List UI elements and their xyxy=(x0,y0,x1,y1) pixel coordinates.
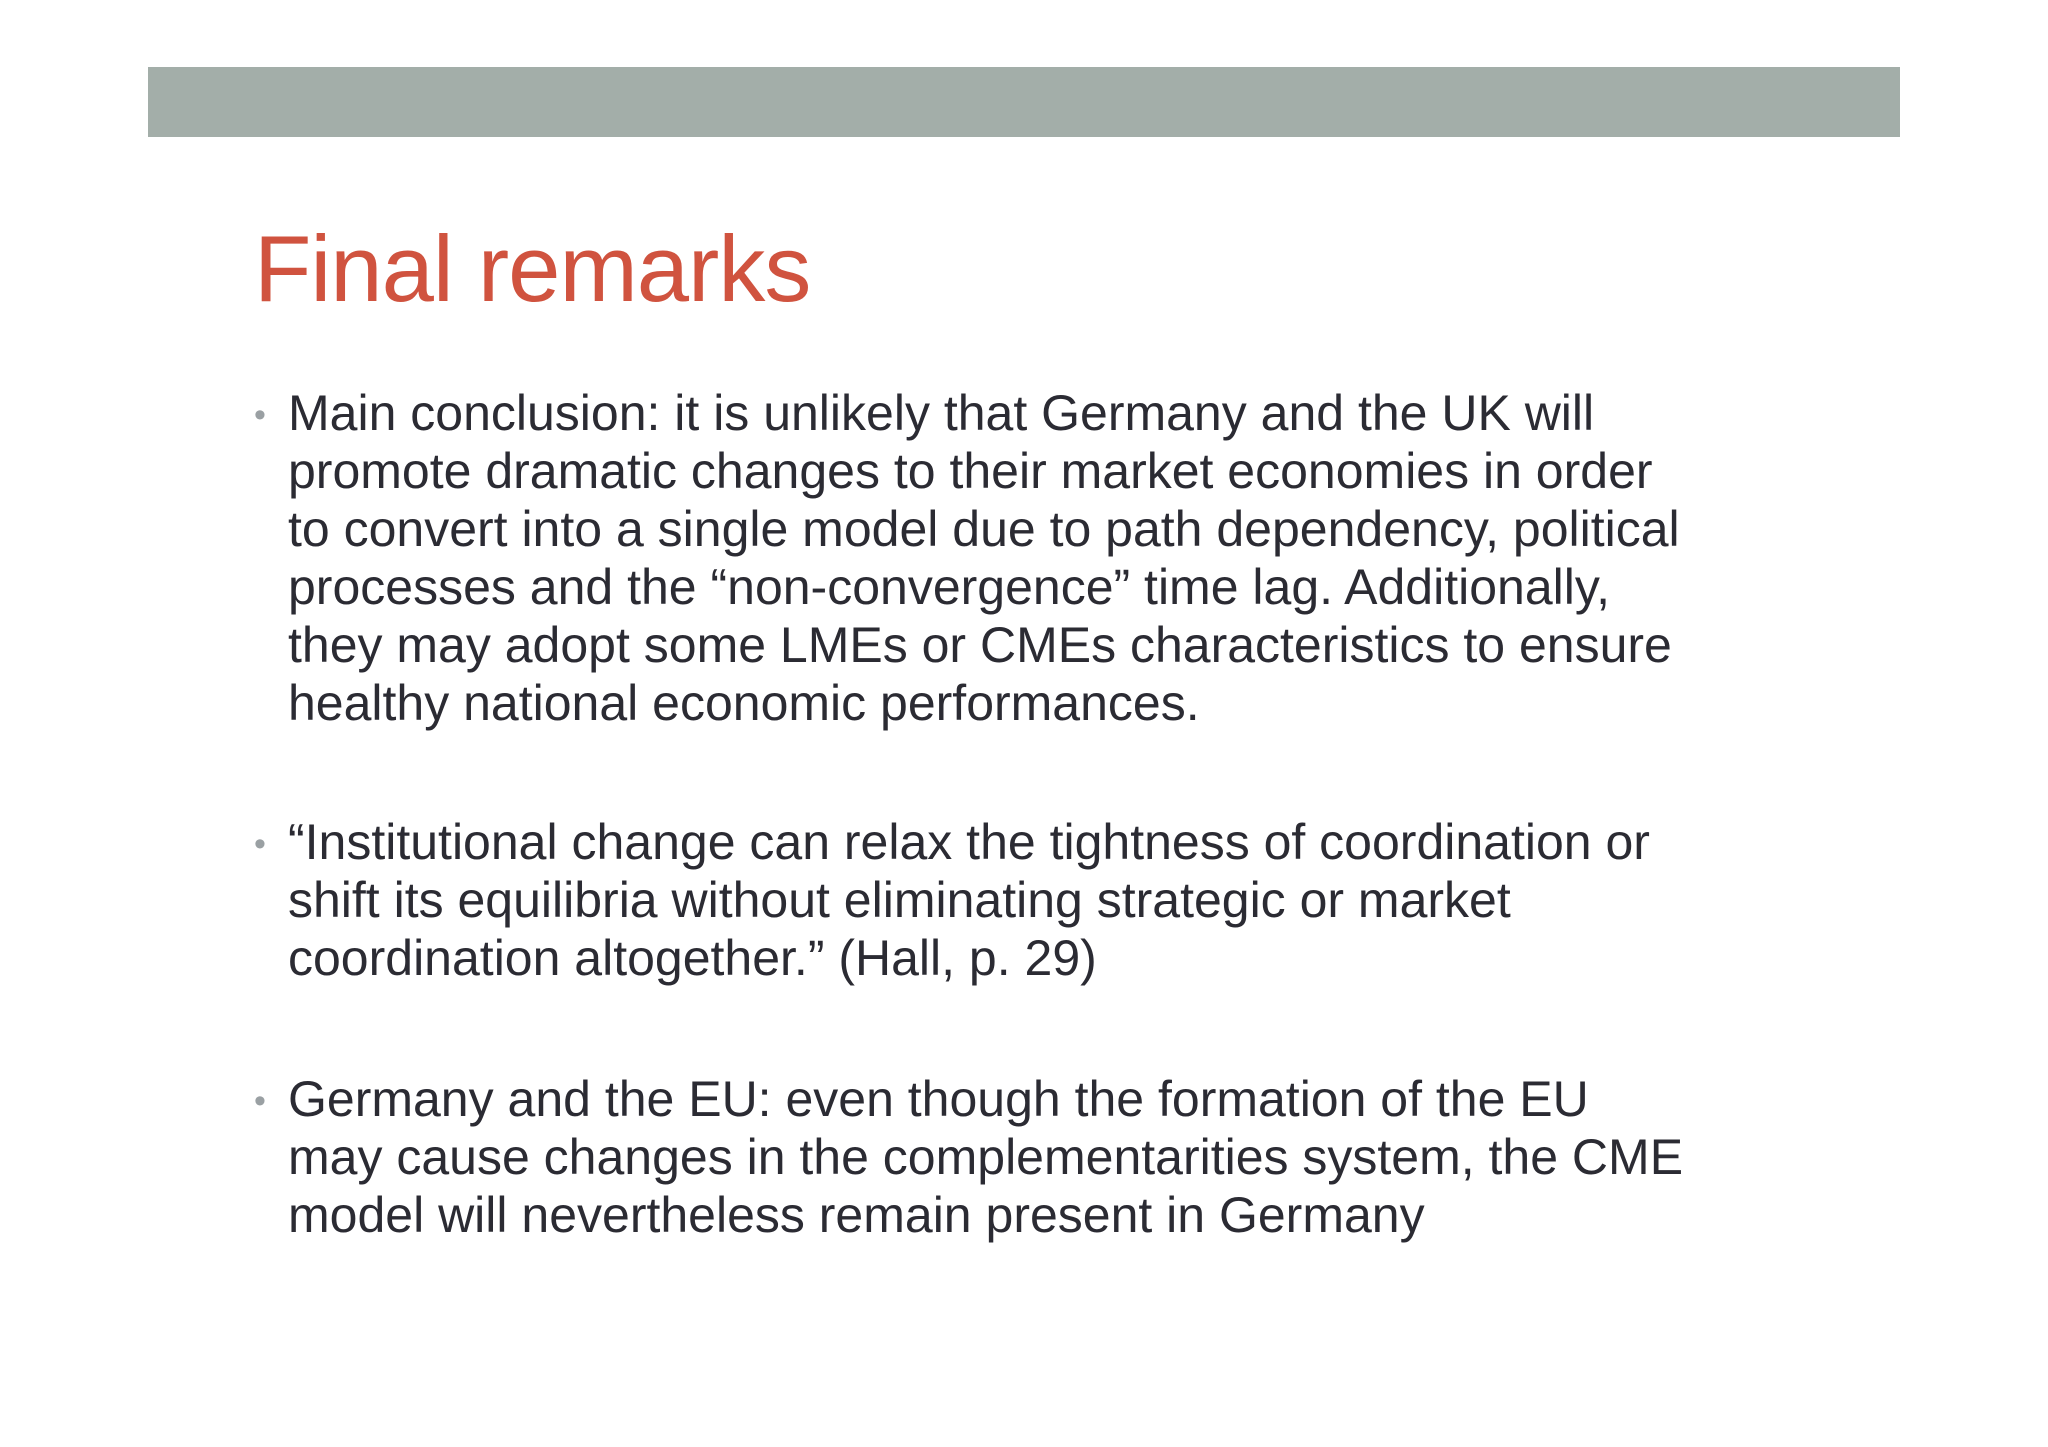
bullet-icon: • xyxy=(254,396,266,434)
header-bar xyxy=(148,67,1900,137)
bullet-text: “Institutional change can relax the tightness of coordination or shift its equilibria without eliminating strategic or market coordination altogether.” (Hall, p. 29) xyxy=(288,814,1650,986)
slide-title: Final remarks xyxy=(254,216,811,321)
bullet-text: Germany and the EU: even though the formation of the EU may cause changes in the complementarities system, the CME model will nevertheless remain present in Germany xyxy=(288,1071,1684,1243)
bullet-text: Main conclusion: it is unlikely that Germany and the UK will promote dramatic changes to their market economies in order to convert into a single model due to path dependency, political processes and the “non-convergence” time lag. Additionally, they may adopt some LMEs or CMEs characteristics to ensure healthy national economic performances. xyxy=(288,385,1680,731)
bullet-item xyxy=(254,813,1814,987)
bullet-icon: • xyxy=(254,1082,266,1120)
bullet-icon: • xyxy=(254,825,266,863)
bullet-item xyxy=(254,384,1814,732)
bullet-item xyxy=(254,1070,1814,1244)
